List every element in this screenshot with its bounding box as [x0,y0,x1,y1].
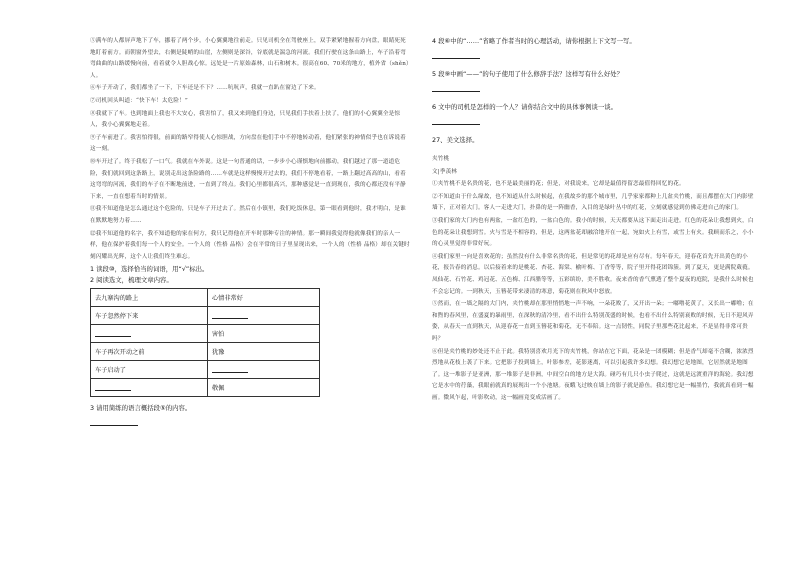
answer-blank-cell[interactable] [208,361,320,379]
table-row [91,289,320,307]
passage-paragraph: ⑨子车前进了。我害怕得很，前面的路窄得使人心惊胆战，方向盘在他们手中不停地转动着，他们紧张的神情似乎也在诉说着这一刻。 [90,134,406,153]
question-4: 4 段⑥中的“……”省略了作者当时的心理活动，请你根据上下文写一写。 [432,37,636,45]
passage-paragraph: ⑫我不知道他的名字，我不知道他的家在何方，我只记得他在开车时那种专注的神情。那一瞬间我觉得他就像我们的亲人一样，他在保护着我们每一个人的安全。一个人的（性格 品格）会在平常的日子里显现出来，一个人的（性格 品格）却在关键时刻闪耀出光辉，这个人让我们终生难忘。 [90,230,410,260]
answer-line [95,383,131,391]
answer-line[interactable] [432,115,480,125]
article-paragraph: ①夹竹桃不是名贵的花，也不是最美丽的花；但是，对我说来，它却是最值得留恋最值得回忆的花。 [432,181,685,188]
passage-paragraph: ⑤满车的人都屏声地下了车，挪着了两个步，小心翼翼地往前走。只见司机全在驾驶座上，双手紧紧地握着方向盘，眼睛死死地盯着前方。而朝窗外望去，右侧是陡峭的山崖，左侧则是深谷，谷底就是湍急的河流。我们行驶在这条山路上，车子沿着弯弯曲曲的山路缓慢向前，看着就令人胆战心惊。远处是一片原始森林，山石和树木。很高在60、70米的地方，植外省（shěn）人。 [90,38,409,79]
table-cell: 害怕 [208,325,320,343]
answer-line [212,365,248,373]
table-cell: 心情非常好 [208,289,320,307]
table-row [91,325,320,343]
answer-blank-cell[interactable] [208,307,320,325]
right-column [432,36,757,405]
article-author: 文|季羡林 [432,168,458,175]
table-row [91,343,320,361]
answer-line [212,311,248,319]
table-cell: 车子忽然停下来 [91,307,208,325]
summary-table [90,288,320,397]
table-cell: 车子再次开动之前 [91,343,208,361]
article-paragraph: ④我们家里一向是喜欢花的；虽然没有什么非常名贵的花，但是常见的花却是应有尽有。每年春天，迎春花首先开出黄色的小花，报告春的消息。以后接着来的是桃花、杏花、海棠、榆叶梅、丁香等等，院子里开得花团锦簇。到了夏天，更是满院葳蕤。凤仙花、石竹花、鸡冠花、五色梅、江西腊等等，五彩缤纷，美不胜收。夜来香的香气熏透了整个夏夜的庭院，是我什么时候也不会忘记的。一到秋天，玉簪花带来凄清的寒意，菊花则在秋风中怒放。 [432,253,754,295]
passage-paragraph: ⑥车子开动了，我们都坐了一下，下车还是不下？……吭吭声，我就一直趴在窗边了下来。 [90,85,320,92]
passage-paragraph: ⑪我不知道他是怎么通过这个危险的，只是车子开过去了。然后在小镇里，我们吃饭休息，第一眼看到他时，我才明白，是谁在默默地努力着…… [90,206,406,224]
question-1: 1 读段⑩，选择恰当的词语，用“√”标出。 [90,265,209,274]
question-6: 6 文中的司机是怎样的一个人？请你结合文中的具体事例谈一谈。 [432,103,618,111]
left-column [90,36,410,436]
article-paragraph: ⑤然而，在一墙之隔的大门内，夹竹桃却在那里悄悄地一声不响，一朵花败了，又开出一朵；一嘟噜花黄了，又长出一嘟噜；在和煦的春风里，在盛夏的暴雨里，在深秋的清冷里，看不出什么特别茂盛的时候，也看不出什么特别衰败的时候，无日不迎风弄姿，从春天一直到秋天，从迎春花一直到玉簪花和菊花，无不奉陪。这一点韧性，同院子里那些花比起来，不是显得非常可贵吗？ [432,301,754,342]
table-row [91,307,320,325]
article-title: 夹竹桃 [432,156,450,162]
table-row [91,379,320,397]
question-5: 5 段⑨中画“——”的句子使用了什么修辞手法？这样写有什么好处？ [432,70,623,78]
answer-line[interactable] [432,49,480,59]
table-cell: 敬佩 [208,379,320,397]
answer-line [95,329,131,337]
table-row [91,361,320,379]
article-paragraph: ②不知道由于什么缘故，也不知道从什么时候起，在我故乡的那个城市里，几乎家家都种上几盆夹竹桃，而且都摆在大门内影壁墙下，正对着大门。客人一走进大门，扑鼻的是一阵幽香，入目的是绿叶丛中的红花，立刻就感觉到仿佛走进自己的家门。 [432,193,754,212]
article-paragraph: ③我们家的大门内也有两盆，一盆红色的，一盆白色的。我小的时候，天天都要从这下面走出走进。红色的花朵让我想到火，白色的花朵让我想到雪。火与雪是不相容的，但是，这两盆花却融洽地开在一起，宛如火上有雪，或雪上有火。我顾而乐之，小小的心灵里觉得非常好玩。 [432,217,754,248]
table-cell: 车子启动了 [91,361,208,379]
answer-blank-cell[interactable] [91,379,208,397]
passage-paragraph: ⑩车开过了。终于我松了一口气。我就在车外说。这是一句普通的话，一步步小心谨慎地向前挪动，我们越过了那一道道危险，我们就回到这条路上，说别走出这条险路的……车就是这样慢慢开过去的，我们不停地看着，一路上翻过高高的山，看着这弯弯的河流，我们的车子在不断地前进，一直到了终点。我们心里都很高兴，那种感觉是一直到现在，我的心都还没有平静下来，一直在想着当时的情景。 [90,158,406,200]
question-2: 2 阅读选文，梳理文章内容。 [90,276,173,285]
answer-line[interactable] [432,82,480,92]
table-cell: 去九寨沟的路上 [91,289,208,307]
passage-paragraph: ⑧我就下了车。也到地面上我也不大安心，我害怕了，我又来到他们身边，只见我们手扶着上扶了，他们的小心翼翼全是惊人，我小心翼翼地走着。 [90,110,401,129]
passage-paragraph: ⑦司机回头叫道：“快下车！太危险！” [90,97,188,104]
article-paragraph: ⑥但是夹竹桃的妙处还不止于此。我特别喜欢月光下的夹竹桃，你站在它下面，花朵是一团模糊；但是香气却毫不含糊，浓浓烈烈地从花枝上袭了下来。它把影子投到墙上，叶影参差，花影迷离，可以引起我许多幻想。我幻想它是地图，它居然就是地图了。这一堆影子是亚洲，那一堆影子是非洲，中间空白的地方是大海。碰巧有几只小虫子爬过，这就是远渡重洋的海轮。我幻想它是水中的荇藻，我眼前就真的展现出一个小池塘。夜蛾飞过映在墙上的影子就是游鱼。我幻想它是一幅墨竹，我就真看到一幅画。微风乍起，叶影吹动，这一幅画竟变成活画了。 [432,348,754,401]
table-cell: 犹豫 [208,343,320,361]
question-3: 3 请用简练的语言概括段⑤的内容。 [90,404,192,413]
answer-line[interactable] [90,416,138,426]
section-27-heading: 27、美文选择。 [432,136,479,144]
answer-blank-cell[interactable] [91,325,208,343]
